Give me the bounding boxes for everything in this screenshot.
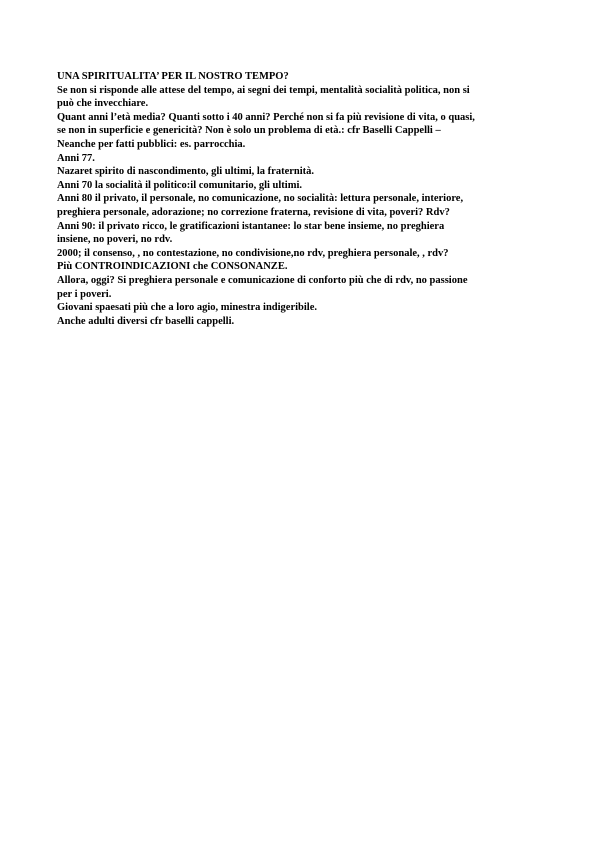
- text-line: preghiera personale, adorazione; no correzione fraterna, revisione di vita, poveri? Rdv?: [57, 206, 450, 218]
- text-line: Neanche per fatti pubblici: es. parrocchia.: [57, 138, 246, 150]
- text-line: Nazaret spirito di nascondimento, gli ultimi, la fraternità.: [57, 166, 315, 178]
- paragraph: [57, 152, 537, 166]
- paragraph: [57, 274, 537, 301]
- paragraph: [57, 301, 537, 315]
- paragraph: [57, 260, 537, 274]
- text-line: Giovani spaesati più che a loro agio, minestra indigeribile.: [57, 302, 317, 314]
- text-line: se non in superficie e genericità? Non è solo un problema di età.: cfr Baselli Cappelli –: [57, 125, 441, 137]
- text-line: Allora, oggi? Si preghiera personale e comunicazione di conforto più che di rdv, no passione: [57, 274, 468, 286]
- document-title: UNA SPIRITUALITA’ PER IL NOSTRO TEMPO?: [57, 71, 289, 82]
- paragraph: [57, 247, 537, 261]
- text-line: Anni 77.: [57, 152, 95, 164]
- paragraph: [57, 111, 537, 152]
- text-line: 2000; il consenso, , no contestazione, no condivisione,no rdv, preghiera personale, , rdv?: [57, 247, 449, 259]
- text-line: Anni 80 il privato, il personale, no comunicazione, no socialità: lettura personale, interiore,: [57, 193, 464, 205]
- paragraph: [57, 165, 537, 179]
- text-line: per i poveri.: [57, 288, 112, 300]
- paragraph: [57, 220, 537, 247]
- text-line: insiene, no poveri, no rdv.: [57, 234, 173, 246]
- text-line: Anni 70 la socialità il politico:il comunitario, gli ultimi.: [57, 179, 303, 191]
- text-line: Anche adulti diversi cfr baselli cappelli.: [57, 315, 235, 327]
- paragraph: [57, 179, 537, 193]
- text-line: può che invecchiare.: [57, 98, 149, 110]
- paragraph: [57, 192, 537, 219]
- paragraph-list: [57, 84, 537, 329]
- document-body: [57, 70, 537, 328]
- paragraph: [57, 315, 537, 329]
- text-line: Se non si risponde alle attese del tempo, ai segni dei tempi, mentalità socialità politica, non si: [57, 84, 470, 96]
- text-line: Più CONTROINDICAZIONI che CONSONANZE.: [57, 261, 288, 273]
- text-line: Anni 90: il privato ricco, le gratificazioni istantanee: lo star bene insieme, no preghiera: [57, 220, 445, 232]
- paragraph: [57, 84, 537, 111]
- text-line: Quant anni l’età media? Quanti sotto i 40 anni? Perché non si fa più revisione di vita, o quasi,: [57, 111, 475, 123]
